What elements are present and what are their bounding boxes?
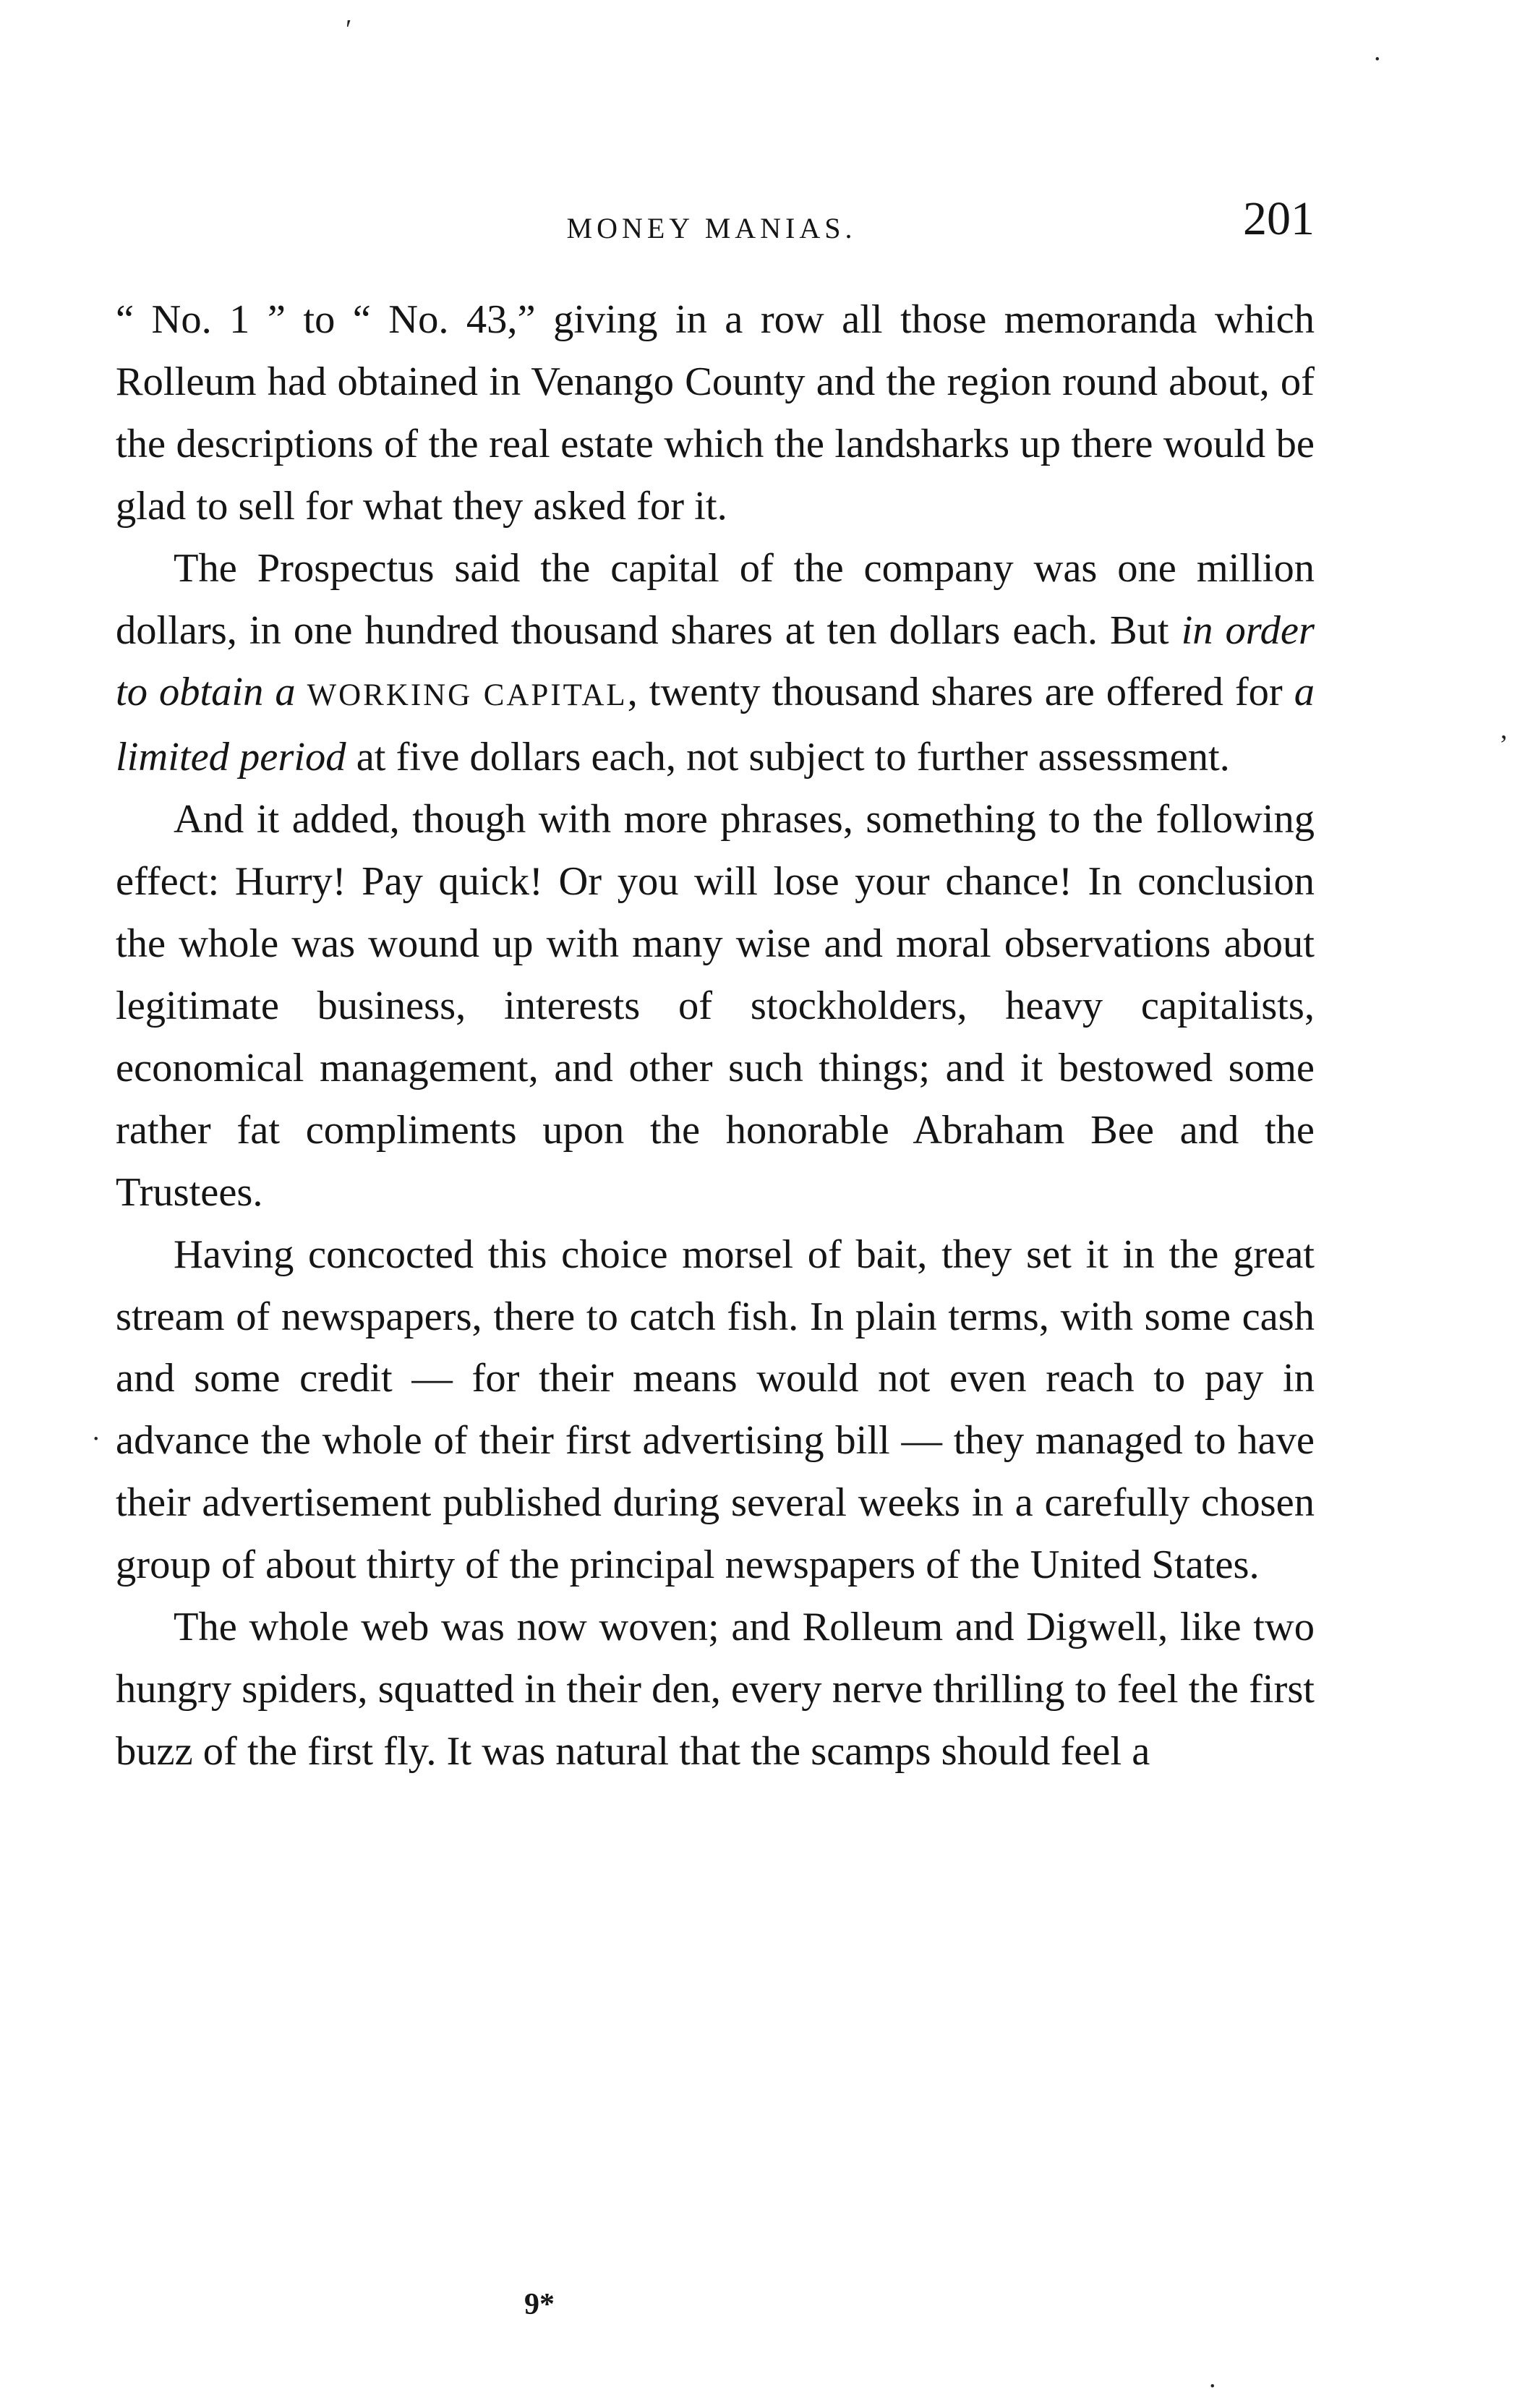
paragraph xyxy=(116,1597,1315,1783)
margin-dot-left: . xyxy=(93,1416,100,1446)
running-title: MONEY MANIAS. xyxy=(566,212,857,244)
margin-comma-mark: , xyxy=(1500,714,1508,745)
text-run: “ No. 1 ” to “ No. 43,” giving in a row all those memoranda which Rolleum had obtained in Venango County and the region round about, of the descriptions of the real estate which the landsharks up there would be glad to sell for what they asked for it. xyxy=(116,297,1315,529)
paragraph xyxy=(116,789,1315,1224)
text-run xyxy=(296,670,307,714)
italic-text: a limited period xyxy=(116,670,1315,780)
text-run: at five dollars each, not subject to further assessment. xyxy=(346,735,1230,780)
body-text xyxy=(116,289,1315,1783)
italic-text: in order to obtain a xyxy=(116,607,1315,715)
paragraph xyxy=(116,1224,1315,1597)
text-run: Having concocted this choice morsel of bait, they set it in the great stream of newspapers, there to catch fish. In plain terms, with some cash and some credit — for their means would not even reach to pay in advance the whole of their first advertising bill — they managed to have their advertisement published during several weeks in a carefully chosen group of about thirty of the principal newspapers of the United States. xyxy=(116,1231,1315,1588)
paragraph xyxy=(116,538,1315,790)
paragraph xyxy=(116,289,1315,538)
text-run: The Prospectus said the capital of the company was one million dollars, in one hundred thousand shares at ten dollars each. But xyxy=(116,545,1315,653)
signature-mark: 9* xyxy=(524,2288,555,2321)
top-right-dot: . xyxy=(1374,36,1381,67)
text-run: And it added, though with more phrases, something to the following effect: Hurry! Pay quick! Or you will lose your chance! In conclusion the whole was wound up with many wise and moral observations about legitimate business, interests of stockholders, heavy capitalists, economical management, and other such things; and it bestowed some rather fat compliments upon the honorable Abraham Bee and the Trustees. xyxy=(116,797,1315,1215)
top-ink-mark: ′ xyxy=(346,14,352,45)
page-number: 201 xyxy=(1243,192,1315,245)
bottom-dot-mark: . xyxy=(1209,2363,1216,2394)
text-run: The whole web was now woven; and Rolleum and Digwell, like two hungry spiders, squatted in their den, every nerve thrilling to feel the first buzz of the first fly. It was natural that the scamps should feel a xyxy=(116,1605,1315,1774)
smallcaps-text: WORKING CAPITAL xyxy=(307,678,628,713)
text-run: , twenty thousand shares are offered for xyxy=(627,670,1294,715)
running-head xyxy=(116,192,1315,253)
